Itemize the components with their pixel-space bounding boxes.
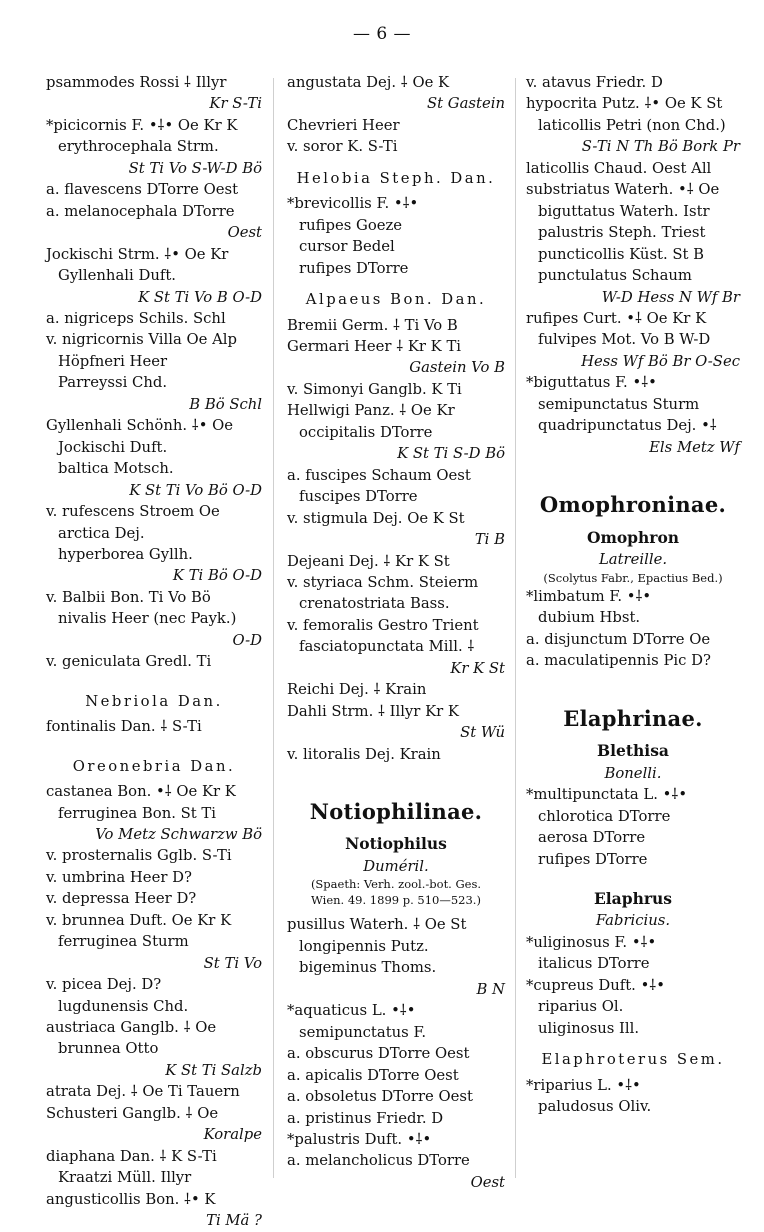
distribution-line: Ti B [474,531,505,549]
text-line: aerosa DTorre [538,829,646,847]
text-line: Chevrieri Heer [287,116,400,134]
text-line: Bremii Germ. ⸸ Ti Vo B [287,316,458,334]
distribution-line: Ti Mä ? [206,1212,262,1230]
text-line: erythrocephala Strm. [58,138,219,156]
text-line: rufipes Curt. •⸸ Oe Kr K [526,309,707,327]
text-line: Gyllenhali Duft. [58,267,176,285]
text-line: angustata Dej. ⸸ Oe K [287,74,450,91]
text-line: *limbatum F. •⸸• [526,588,652,606]
text-line: atrata Dej. ⸸ Oe Ti Tauern [46,1083,240,1101]
distribution-line: St Ti Vo [203,954,262,972]
spacer [526,672,740,696]
distribution-line: K St Ti Vo Bö O-D [129,481,262,499]
text-line: paludosus Oliv. [538,1098,652,1116]
genus-author: Duméril. [363,857,429,875]
text-line: italicus DTorre [538,955,650,973]
distribution-line: St Gastein [427,95,505,113]
text-line: Hellwigi Panz. ⸸ Oe Kr [287,402,455,420]
text-line: Reichi Dej. ⸸ Krain [287,681,427,699]
text-line: a. apicalis DTorre Oest [287,1066,459,1084]
text-line: *brevicollis F. •⸸• [287,195,419,213]
text-line: Kraatzi Müll. Illyr [58,1169,192,1187]
text-line: pusillus Waterh. ⸸ Oe St [287,916,467,934]
genus-author: Latreille. [598,551,668,569]
text-line: v. umbrina Heer D? [46,868,192,886]
text-line: austriaca Ganglb. ⸸ Oe [46,1019,217,1037]
text-line: Gyllenhali Schönh. ⸸• Oe [46,417,234,435]
text-line: *palustris Duft. •⸸• [287,1130,432,1148]
text-column-left [46,72,262,1232]
distribution-line: Els Metz Wf [649,438,740,456]
distribution-line: S-Ti N Th Bö Bork Pr [581,138,740,156]
text-line: dubium Hbst. [538,609,641,627]
text-line: rufipes Goeze [299,216,403,234]
text-line: castanea Bon. •⸸ Oe Kr K [46,783,236,801]
text-line: v. stigmula Dej. Oe K St [287,509,465,527]
genus-author: Fabricius. [595,912,671,930]
spacer [526,458,740,482]
text-line: hypocrita Putz. ⸸• Oe K St [526,95,723,113]
text-line: a. obsoletus DTorre Oest [287,1088,473,1106]
text-line: *biguttatus F. •⸸• [526,374,657,392]
text-line: cursor Bedel [299,238,395,256]
text-line: chlorotica DTorre [538,807,671,825]
distribution-line: Gastein Vo B [409,359,505,377]
reference-note: (Spaeth: Verh. zool.-bot. Ges. [310,877,482,892]
text-line: a. maculatipennis Pic D? [526,652,711,670]
text-line: fuscipes DTorre [299,488,418,506]
reference-note: Wien. 49. 1899 p. 510—523.) [311,892,481,907]
text-line: a. melancholicus DTorre [287,1152,470,1170]
text-line: v. Balbii Bon. Ti Vo Bö [46,588,211,606]
distribution-line: K Ti Bö O-D [172,567,262,585]
genus-heading: Oreonebria Dan. [72,757,236,775]
text-line: diaphana Dan. ⸸ K S-Ti [46,1147,217,1165]
spacer [526,1039,740,1045]
reference-note: (Scolytus Fabr., Epactius Bed.) [543,570,723,585]
genus-heading: Alpaeus Bon. Dan. [305,291,487,309]
text-line: v. litoralis Dej. Krain [287,745,441,763]
distribution-line: Oest [227,224,262,242]
text-line: quadripunctatus Dej. •⸸ [538,417,717,435]
text-line: v. atavus Friedr. D [526,74,663,91]
text-line: crenatostriata Bass. [299,595,450,613]
text-line: v. depressa Heer D? [46,890,197,908]
text-line: *riparius L. •⸸• [526,1076,641,1094]
text-line: v. prosternalis Gglb. S-Ti [46,847,232,865]
text-line: v. styriaca Schm. Steierm [287,573,479,591]
text-line: v. rufescens Stroem Oe [46,503,220,521]
text-line: bigeminus Thoms. [299,959,437,977]
text-line: v. picea Dej. D? [46,976,162,994]
distribution-line: Kr S-Ti [209,95,262,113]
text-line: Jockischi Strm. ⸸• Oe Kr [46,245,229,263]
text-line: a. nigriceps Schils. Schl [46,309,226,327]
text-line: palustris Steph. Triest [538,224,706,242]
genus-heading: Elaphrus [593,889,672,909]
text-line: fasciatopunctata Mill. ⸸ [299,638,475,656]
distribution-line: B Bö Schl [189,395,262,413]
genus-heading: Elaphroterus Sem. [541,1051,725,1069]
text-line: hyperborea Gyllh. [58,545,193,563]
text-line: arctica Dej. [58,524,145,542]
text-line: longipennis Putz. [299,937,429,955]
spacer [287,279,505,285]
column-divider [515,78,516,1178]
text-line: semipunctatus Sturm [538,395,700,413]
text-column-middle [287,72,505,1193]
distribution-line: Hess Wf Bö Br O-Sec [581,352,740,370]
distribution-line: Kr K St [450,659,505,677]
text-line: rufipes DTorre [299,259,409,277]
text-line: *uliginosus F. •⸸• [526,933,657,951]
spacer [287,158,505,164]
genus-author: Bonelli. [604,764,662,782]
text-line: ferruginea Sturm [58,933,189,951]
text-line: laticollis Petri (non Chd.) [538,116,726,134]
distribution-line: Vo Metz Schwarzw Bö [95,825,262,843]
text-line: *cupreus Duft. •⸸• [526,976,665,994]
text-line: semipunctatus F. [299,1023,427,1041]
text-line: *aquaticus L. •⸸• [287,1002,416,1020]
text-line: v. brunnea Duft. Oe Kr K [46,911,232,929]
text-line: Höpfneri Heer [58,352,168,370]
text-line: Dejeani Dej. ⸸ Kr K St [287,552,450,570]
text-line: v. femoralis Gestro Trient [287,616,479,634]
subfamily-heading: Notiophilinae. [309,799,483,825]
spacer [526,870,740,884]
subfamily-heading: Omophroninae. [539,492,727,518]
text-line: a. pristinus Friedr. D [287,1109,444,1127]
spacer [46,738,262,752]
text-line: v. nigricornis Villa Oe Alp [46,331,238,349]
genus-heading: Nebriola Dan. [85,692,223,710]
distribution-line: K St Ti Vo B O-D [138,288,262,306]
distribution-line: St Wü [460,724,505,742]
text-line: Germari Heer ⸸ Kr K Ti [287,337,462,355]
text-line: occipitalis DTorre [299,423,433,441]
text-line: *multipunctata L. •⸸• [526,786,688,804]
text-line: puncticollis Küst. St B [538,245,705,263]
text-line: a. disjunctum DTorre Oe [526,630,711,648]
distribution-line: K St Ti Salzb [165,1061,262,1079]
text-line: v. Simonyi Ganglb. K Ti [287,380,462,398]
text-line: v. geniculata Gredl. Ti [46,653,212,671]
column-divider [273,78,274,1178]
text-line: lugdunensis Chd. [58,997,189,1015]
text-line: uliginosus Ill. [538,1019,640,1037]
spacer [46,673,262,687]
text-line: Parreyssi Chd. [58,374,168,392]
text-line: fulvipes Mot. Vo B W-D [538,331,711,349]
spacer [287,765,505,789]
distribution-line: W-D Hess N Wf Br [601,288,740,306]
text-column-right [526,72,740,1118]
text-line: ferruginea Bon. St Ti [58,804,217,822]
distribution-line: St Ti Vo S-W-D Bö [128,159,262,177]
text-line: angusticollis Bon. ⸸• K [46,1190,216,1208]
text-line: Schusteri Ganglb. ⸸ Oe [46,1104,219,1122]
genus-heading: Blethisa [597,741,669,761]
text-line: rufipes DTorre [538,850,648,868]
text-line: substriatus Waterh. •⸸ Oe [526,181,720,199]
genus-heading: Notiophilus [345,834,447,854]
distribution-line: Koralpe [203,1126,262,1144]
subfamily-heading: Elaphrinae. [563,705,703,731]
text-line: punctulatus Schaum [538,267,692,285]
text-line: laticollis Chaud. Oest All [526,159,712,177]
text-line: v. soror K. S-Ti [287,138,398,156]
text-line: a. obscurus DTorre Oest [287,1045,470,1063]
text-line: biguttatus Waterh. Istr [538,202,710,220]
text-line: *picicornis F. •⸸• Oe Kr K [46,116,238,134]
text-line: Jockischi Duft. [58,438,168,456]
text-line: Dahli Strm. ⸸ Illyr Kr K [287,702,459,720]
distribution-line: Oest [470,1173,505,1191]
genus-heading: Omophron [586,527,680,547]
text-line: psammodes Rossi ⸸ Illyr [46,74,227,91]
distribution-line: O-D [232,631,262,649]
text-line: fontinalis Dan. ⸸ S-Ti [46,718,202,736]
genus-heading: Helobia Steph. Dan. [296,169,496,187]
distribution-line: K St Ti S-D Bö [397,445,505,463]
text-line: nivalis Heer (nec Payk.) [58,610,237,628]
distribution-line: B N [476,980,505,998]
text-line: riparius Ol. [538,998,624,1016]
text-line: brunnea Otto [58,1040,159,1058]
text-line: a. melanocephala DTorre [46,202,235,220]
text-line: a. flavescens DTorre Oest [46,181,239,199]
text-line: a. fuscipes Schaum Oest [287,466,471,484]
page-number: — 6 — [352,24,412,44]
text-line: baltica Motsch. [58,460,174,478]
